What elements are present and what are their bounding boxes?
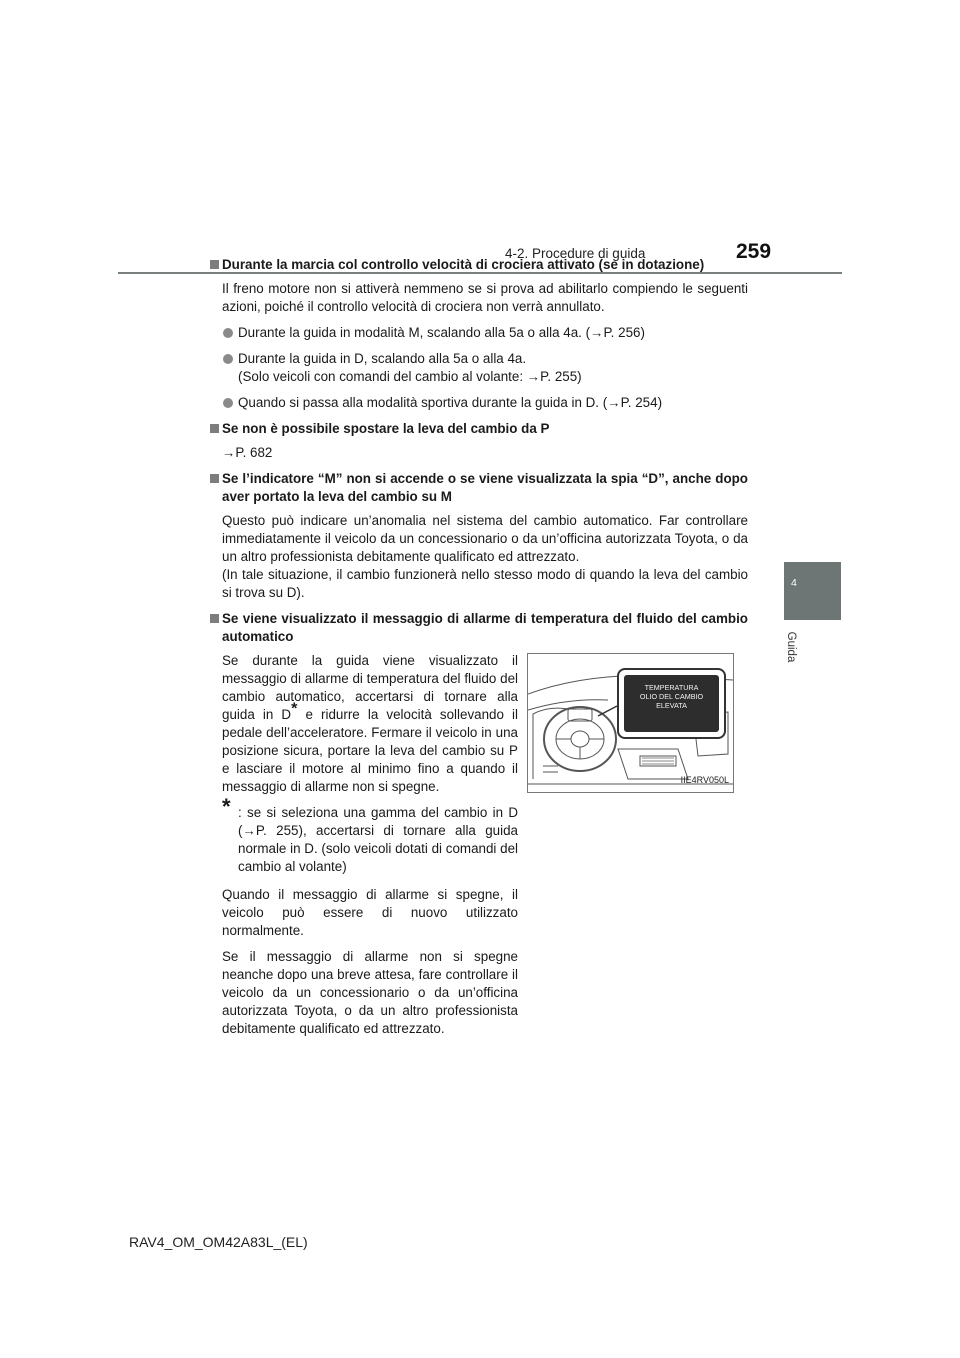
section-heading: Se non è possibile spostare la leva del cambio da P <box>210 420 748 438</box>
chapter-tab <box>784 562 841 620</box>
paragraph: Se il messaggio di allarme non si spegne neanche dopo una breve attesa, fare controllare il veicolo da un concessionario o da un’officina autorizzata Toyota, o da un altro professionista debitamente qualificato ed attrezzato. <box>222 949 518 1036</box>
paragraph-note: (In tale situazione, il cambio funzionerà nello stesso modo di quando la leva del cambio si trova su D). <box>222 567 748 600</box>
page-reference: →P. 682 <box>222 445 273 460</box>
section-body-with-figure <box>210 652 748 1082</box>
list-item: Quando si passa alla modalità sportiva durante la guida in D. (→P. 254) <box>210 394 748 412</box>
dashboard-illustration <box>527 653 734 793</box>
paragraph: Se durante la guida viene visualizzato il messaggio di allarme di temperatura del fluido del cambio automatico, accertarsi di tornare alla guida in D* e ridurre la velocità sollevando il pedale dell’acceleratore. Fermare il veicolo in una posizione sicura, portare la leva del cambio su P e lasciare il motore al minimo fino a quando il messaggio di allarme non si spegne. <box>222 653 518 794</box>
round-bullet-icon <box>223 354 233 364</box>
round-bullet-icon <box>223 328 233 338</box>
paragraph: Quando il messaggio di allarme si spegne, il veicolo può essere di nuovo utilizzato normalmente. <box>222 887 518 938</box>
square-bullet-icon <box>210 474 219 483</box>
section-heading: Durante la marcia col controllo velocità di crociera attivato (se in dotazione) <box>210 256 748 274</box>
warning-message-callout <box>617 668 726 739</box>
text-column <box>222 652 518 1046</box>
document-id: RAV4_OM_OM42A83L_(EL) <box>129 1234 308 1250</box>
section-heading: Se l’indicatore “M” non si accende o se viene visualizzata la spia “D”, anche dopo aver portato la leva del cambio su M <box>210 470 748 506</box>
paragraph: Questo può indicare un’anomalia nel sistema del cambio automatico. Far controllare immediatamente il veicolo da un concessionario o da un’officina autorizzata Toyota, o da un altro professionista debitamente qualificato ed attrezzato. <box>222 513 748 564</box>
square-bullet-icon <box>210 260 219 269</box>
round-bullet-icon <box>223 398 233 408</box>
square-bullet-icon <box>210 614 219 623</box>
footnote-marker: * <box>291 700 298 718</box>
footnote: * : se si seleziona una gamma del cambio in D (→P. 255), accertarsi di tornare alla guida normale in D. (solo veicoli dotati di comandi del cambio al volante) <box>222 794 518 874</box>
chapter-tab-number: 4 <box>791 577 797 589</box>
chapter-tab-label: Guida <box>785 631 797 663</box>
section-heading: Se viene visualizzato il messaggio di allarme di temperatura del fluido del cambio automatico <box>210 610 748 646</box>
square-bullet-icon <box>210 424 219 433</box>
header-section-title: 4-2. Procedure di guida <box>505 246 646 261</box>
figure-code: IIE4RV050L <box>680 775 729 785</box>
display-screen: TEMPERATURA OLIO DEL CAMBIO ELEVATA <box>624 675 719 732</box>
page-content <box>210 256 748 1082</box>
list-item: Durante la guida in modalità M, scalando alla 5a o alla 4a. (→P. 256) <box>210 324 748 342</box>
paragraph: Il freno motore non si attiverà nemmeno se si prova ad abilitarlo compiendo le seguenti azioni, poiché il controllo velocità di crociera non verrà annullato. <box>222 281 748 314</box>
page-number: 259 <box>736 240 772 263</box>
footnote-star: * <box>222 794 231 819</box>
list-item: Durante la guida in D, scalando alla 5a o alla 4a. (Solo veicoli con comandi del cambio al volante: →P. 255) <box>210 350 748 386</box>
